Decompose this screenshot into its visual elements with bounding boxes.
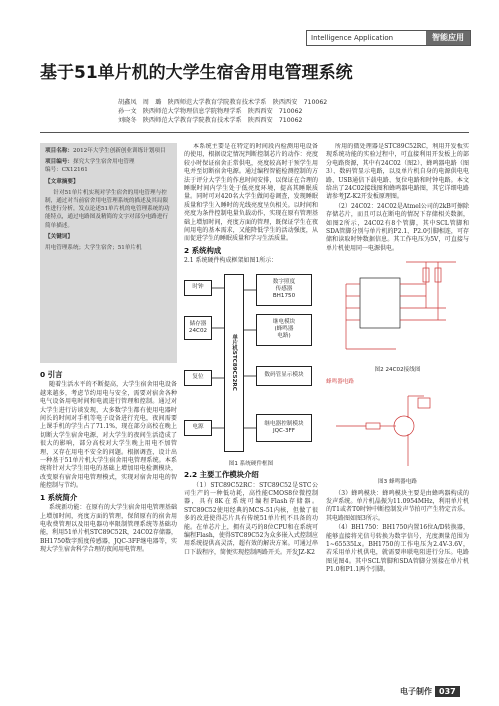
principle-text: （1）STC89C52RC：STC89C52是STC公司生产的一种低功耗，高性能CMOS8位微控制器，具有8K在系统可编程Flash存储器。STC89C52使用经典的MCS-51内核，但做了很多的改进使得芯片具有传统51单片机不具备的功能。在单芯片上，拥有灵巧的8位CPU和在系统可编程Flash，使得STC89C52为众多嵌入式控制应用系统提供高灵活，超有效的解决方案。可通过串口下载程序，简便实现控制两路开关。开发JZ-K2 xyxy=(184,481,318,556)
hw-heading: 2.1 系统硬件构成框架如图1所示： xyxy=(184,257,278,265)
author-line: 胡鑫凤 周 璐 陕西师范大学教育学院教育技术学系 陕西西安 710062 xyxy=(118,99,328,106)
column-1 xyxy=(40,368,177,680)
eeprom-schematic-drawing xyxy=(326,254,469,364)
divider xyxy=(40,132,469,133)
body-text: （2）24C02：24C02是Atmel公司的2kB可擦除存储芯片，而且可以在断电的情况下存储相关数据，如图2所示，24C02有8个管脚，其中SCL管脚和SDA管脚分别与单片机的P2.1、P2.0引脚相连，可存储和读取时钟数据信息。其工作电压为5V，可直接与单片机使用同一电源供电。 xyxy=(326,202,469,252)
section-header-english: Intelligence Application xyxy=(307,31,426,45)
overview-heading: 1 系统简介 xyxy=(40,492,78,502)
design-heading: 2 系统构成 xyxy=(184,245,222,255)
abstract-box xyxy=(40,143,177,363)
mcu-block: 单片机STC89C52RC xyxy=(224,274,244,452)
body-text: 所用的微处理器是STC89C52RC，利用开发板实现系统功能的实验过程中，可直接利用开发板上的部分电路资源，其中有24C02（图2）、蜂鸣器电路（图3）、数码管显示电路，以及单片机自身的电源供电电路、USB通信下载电路、复位电路和时钟电路。本文给出了24C02接线图和蜂鸣器电路图，其它详细电路请参考JZ-K2开发板原理图。 xyxy=(326,143,469,201)
buzzer-circuit-label: 蜂鸣器电路 xyxy=(326,378,354,385)
relay-block: 继电器控制模块 JQC-3FF xyxy=(256,414,312,442)
magazine-name: 电子制作 xyxy=(400,687,432,696)
page-footer xyxy=(400,686,460,697)
intro-text: 随着生活水平的不断提高，大学生宿舍用电设备越来越多，考虑节约用电与安全，需要对宿舍各种电气设备用电时间和电流进行管理和控制。通过对大学生进行访谈发现，大多数学生都有使用电器时间长的时间对手机等电子设备进行充电，夜间需要上课手机的学生占了71.1%，现在部分高校在晚上切断大学生宿舍电源，对大学生的夜间生活造成了很大的影响，部分高校对大学生晚上用电不加管理，又存在用电不安全的问题。根据调查，设计出一种基于51单片机大学生宿舍用电管理系统。本系统将针对大学生用电的基础上增加用电检测模块，改变原有宿舍用电管理模式，实现对宿舍用电的智能控制与节约。 xyxy=(40,381,177,490)
article-title: 基于51单片机的大学生宿舍用电管理系统 xyxy=(40,63,353,83)
reset-block: 复位 xyxy=(184,370,212,386)
system-block-diagram xyxy=(184,268,318,458)
author-line: 孙一文 陕西师范大学物理信息学院物理学系 陕西西安 710062 xyxy=(118,108,303,115)
page-number: 037 xyxy=(435,686,460,697)
project-info: 项目名称：2012年大学生创新创业训练计划项目 xyxy=(45,148,166,154)
eeprom-schematic xyxy=(326,254,469,364)
buzzer-schematic xyxy=(326,386,469,476)
section-header-chinese: 智能应用 xyxy=(426,31,470,45)
abstract-label: 【文章摘要】 xyxy=(45,178,79,185)
keywords-text: 用电管理系统；大学生宿舍；51单片机 xyxy=(45,245,142,252)
body-text: （4）BH1750：BH1750内置16位A/D转换器，能够直接将光信号转换为数字信号，光度测量范围为1~65535Lx。BH1750的工作电压为2.4V-3.6V，若采用单片机供电，就需要串联电阻进行分压。电路图见图4。其中SCL管脚和SDA管脚分别接在单片机P1.0和P1.1两个引脚。 xyxy=(326,524,469,574)
abstract-text: 针对51单片机实现对学生宿舍的用电管理与控制，通过对当前宿舍用电管理系统的描述及其局限性进行分析，发点论述51单片机的电管理系统的功能特点，通过电路图及精简的文字对部分电路进行简单描述。 xyxy=(45,189,170,229)
figure-1-caption: 图1 系统硬件框图 xyxy=(228,460,274,467)
buzzer-block: 继电模块 (蜂鸣器 电路) xyxy=(256,314,312,346)
column-2 xyxy=(184,143,318,680)
figure-3-caption: 图3 蜂鸣器电路 xyxy=(378,479,417,486)
keywords-label: 【关键词】 xyxy=(45,233,73,240)
intro-heading: 0 引言 xyxy=(40,370,63,379)
column-3 xyxy=(326,143,469,680)
author-line: 刘晓冬 陕西师范大学教育学院教育技术学系 陕西西安 710062 xyxy=(118,117,303,124)
overview-text: 系统新功能：在原有的大学生宿舍用电管理基础上增加时间，亮度方面的管理，保留原有的宿舍用电收费管理以及用电器功率限制管理系统等基础功能，利用51单片机STC89C52R，24C02存储器，BH1750数字照度传感器，JQC-3FF继电器等，实现大学生宿舍科学合理的夜间用电管理。 xyxy=(40,504,177,554)
section-header xyxy=(306,30,471,46)
project-number: 项目编号：探究大学生宿舍用电管理 编号：CX12161 xyxy=(45,159,135,174)
clock-block: 时钟 xyxy=(184,280,212,296)
buzzer-schematic-drawing xyxy=(326,386,469,476)
body-text: （3）蜂鸣模块：蜂鸣模块主要是由蜂鸣器构成的发声系统。单片机晶振为11.0954MHz，利用单片机的T1或者T0时钟中断控制发声节拍可产生特定音乐。其电路图如图3所示。 xyxy=(326,489,469,522)
storage-block: 储存器 24C02 xyxy=(184,316,212,340)
power-block: 电源 xyxy=(184,420,212,436)
principle-heading: 2.2 主要工作模块介绍 xyxy=(184,470,259,480)
display-block: 数码管显示模块 xyxy=(256,366,312,386)
figure-2-caption: 图2 24C02接线图 xyxy=(374,367,421,374)
light-sensor-block: 数字照度 传感器 BH1750 xyxy=(256,274,312,306)
body-text: 本系统主要是在特定的时间段内检测用电设备的使用，根据设定情况判断控制芯片的动作：亮度较小时保证宿舍正常供电，亮度较高时于预学生用电并至切断宿舍电源。通过编程智能检测控制的方法于评分大学生的作息时间安排，以保证在合理的睡眠时间内学生处于低亮度环境，提高其睡眠质量。同时可对420名大学生做问卷调查，发现睡眠质量和学生入睡时的光线亮度呈负相关。以时间和亮度为条件控制电量负载动作，实现在原有管理基础上增加时间，亮度方面的管理，既保证学生在夜间用电的基本需求，又能降低学生的活动强度，从而促进学生的睡眠质量和学习生活质量。 xyxy=(184,143,318,243)
author-list xyxy=(118,98,327,125)
